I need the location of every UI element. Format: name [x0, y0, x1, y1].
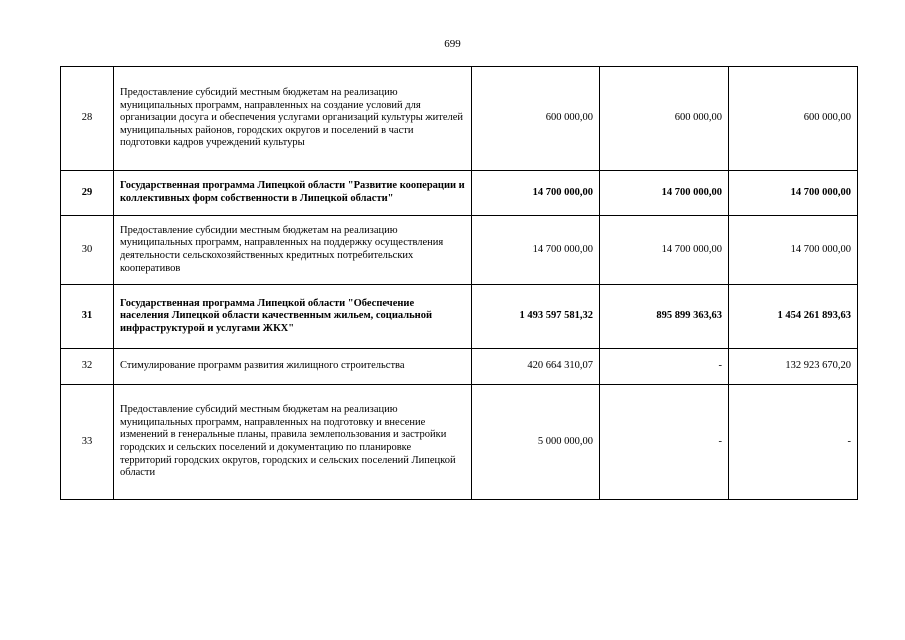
- row-value-2: -: [600, 349, 729, 385]
- row-number: 33: [61, 385, 114, 500]
- table-row: [61, 349, 858, 385]
- row-value-1: 420 664 310,07: [472, 349, 600, 385]
- row-value-1: 600 000,00: [472, 67, 600, 171]
- row-value-2: 895 899 363,63: [600, 285, 729, 349]
- row-description: Государственная программа Липецкой области "Развитие кооперации и коллективных форм собственности в Липецкой области": [114, 171, 472, 216]
- row-value-3: 600 000,00: [729, 67, 858, 171]
- row-value-3: 1 454 261 893,63: [729, 285, 858, 349]
- row-value-3: -: [729, 385, 858, 500]
- row-number: 28: [61, 67, 114, 171]
- table-row: [61, 216, 858, 285]
- row-description: Предоставление субсидий местным бюджетам на реализацию муниципальных программ, направленных на подготовку и внесение изменений в генеральные планы, правила землепользования и застройки городских и сельских поселений и документацию по планировке территорий городских округов, городских и сельских поселений Липецкой области: [114, 385, 472, 500]
- budget-table: [60, 66, 858, 500]
- row-value-3: 14 700 000,00: [729, 216, 858, 285]
- row-value-2: 600 000,00: [600, 67, 729, 171]
- row-value-2: 14 700 000,00: [600, 171, 729, 216]
- row-value-1: 1 493 597 581,32: [472, 285, 600, 349]
- row-value-3: 132 923 670,20: [729, 349, 858, 385]
- row-description: Предоставление субсидии местным бюджетам на реализацию муниципальных программ, направленных на поддержку осуществления деятельности сельскохозяйственных кредитных потребительских кооперативов: [114, 216, 472, 285]
- row-value-2: 14 700 000,00: [600, 216, 729, 285]
- table-row: [61, 385, 858, 500]
- row-value-2: -: [600, 385, 729, 500]
- row-value-3: 14 700 000,00: [729, 171, 858, 216]
- row-number: 32: [61, 349, 114, 385]
- table-row: [61, 285, 858, 349]
- row-value-1: 5 000 000,00: [472, 385, 600, 500]
- row-description: Предоставление субсидий местным бюджетам на реализацию муниципальных программ, направленных на создание условий для организации досуга и обеспечения услугами организаций культуры жителей муниципальных районов, городских округов и поселений в части подготовки кадров учреждений культуры: [114, 67, 472, 171]
- row-number: 30: [61, 216, 114, 285]
- row-value-1: 14 700 000,00: [472, 216, 600, 285]
- row-description: Стимулирование программ развития жилищного строительства: [114, 349, 472, 385]
- row-value-1: 14 700 000,00: [472, 171, 600, 216]
- row-number: 31: [61, 285, 114, 349]
- row-description: Государственная программа Липецкой области "Обеспечение населения Липецкой области качественным жильем, социальной инфраструктурой и услугами ЖКХ": [114, 285, 472, 349]
- row-number: 29: [61, 171, 114, 216]
- page-number: 699: [444, 38, 461, 50]
- table-row: [61, 171, 858, 216]
- table-row: [61, 67, 858, 171]
